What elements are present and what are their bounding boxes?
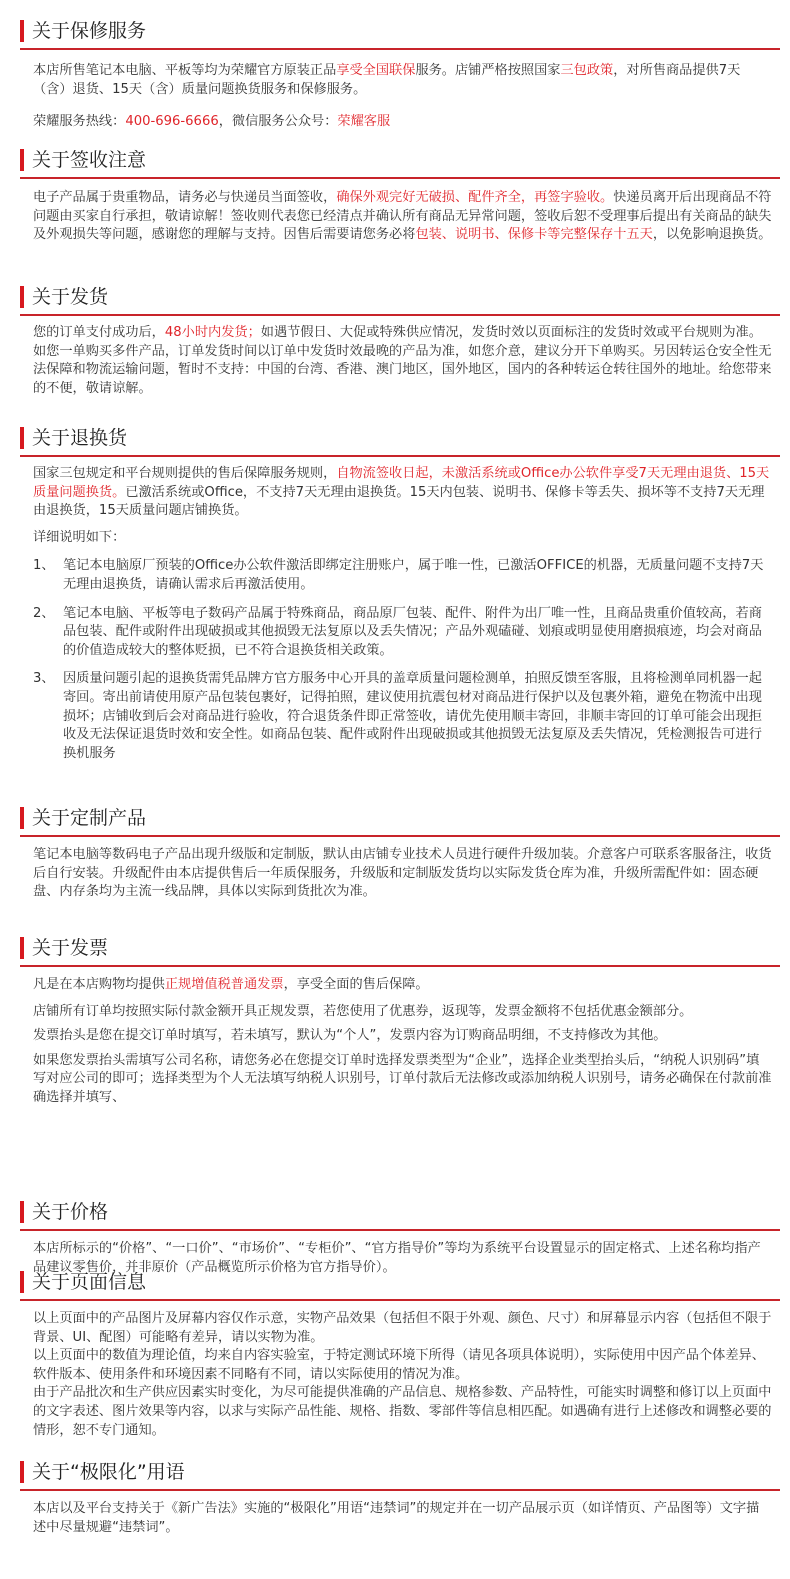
paragraph: 由于产品批次和生产供应因素实时变化，为尽可能提供准确的产品信息、规格参数、产品特性，可能实时调整和修订以上页面中的文字表述、图片效果等内容，以求与实际产品性能、规格、指数、零部件等信息相匹配。如遇确有进行上述修改和调整必要的情形，恕不专门通知。: [33, 1385, 772, 1438]
accent-bar: [20, 807, 24, 829]
text: 如遇节假日、大促或特殊供应情况，发货时效以页面标注的发货时效或平台规则为准。如您一单购买多件产品，订单发货时间以订单中发货时效最晚的产品为准，如您介意，建议分开下单购买。另因转运仓安全性无法保障和物流运输问题，暂时不支持：中国的台湾、香港、澳门地区，国外地区，国内的各种转运仓转往国外的地址。给您带来的不便，敬请谅解。: [33, 325, 772, 396]
divider: [20, 1489, 780, 1491]
text: 国家三包规定和平台规则提供的售后保障服务规则，: [33, 466, 337, 481]
text: 凡是在本店购物均提供: [33, 977, 165, 992]
section-body: [33, 62, 772, 132]
paragraph: 店铺所有订单均按照实际付款金额开具正规发票，若您使用了优惠券，返现等，发票金额将不包括优惠金额部分。: [33, 1003, 693, 1019]
contact-line: [33, 113, 772, 132]
accent-bar: [20, 1201, 24, 1223]
accent-bar: [20, 20, 24, 42]
item-text: 笔记本电脑、平板等电子数码产品属于特殊商品，商品原厂包装、配件、附件为出厂唯一性，且商品贵重价值较高，若商品包装、配件或附件出现破损或其他损毁无法复原以及丢失情况；产品外观磕碰、划痕或明显使用磨损痕迹，均会对商品的价值造成较大的整体贬损，已不符合退换货相关政策。: [63, 605, 762, 658]
divider: [20, 1299, 780, 1301]
wechat-account: 荣耀客服: [337, 114, 391, 130]
accent-bar: [20, 149, 24, 171]
section-warranty: [0, 14, 790, 130]
paragraph: [33, 62, 772, 99]
text: 电子产品属于贵重物品，请务必与快递员当面签收，: [33, 190, 337, 205]
item-number: 2、: [33, 605, 55, 621]
text: ，以免影响退换货。: [652, 227, 772, 243]
item-number: 3、: [33, 671, 55, 687]
highlight-text: 48小时内发货；: [164, 325, 261, 340]
paragraph: 笔记本电脑等数码电子产品出现升级版和定制版，默认由店铺专业技术人员进行硬件升级加装。介意客户可联系客服备注，收货后自行安装。升级配件由本店提供售后一年质保服务，升级版和定制版发货均以实际发货仓库为准，升级所需配件如：固态硬盘、内存条均为主流一线品牌，具体以实际到货批次为准。: [33, 847, 772, 900]
section-body: [33, 846, 772, 902]
divider: [20, 965, 780, 967]
section-body: [33, 1500, 772, 1537]
section-header: [0, 14, 790, 48]
list-item: [33, 670, 772, 763]
paragraph: [33, 465, 772, 521]
paragraph: 发票抬头是您在提交订单时填写，若未填写，默认为“个人”，发票内容为订购商品明细，不支持修改为其他。: [33, 1028, 667, 1044]
item-text: 笔记本电脑原厂预装的Office办公软件激活即绑定注册账户，属于唯一性，已激活OFFICE的机器，无质量问题不支持7天无理由退换货，请确认需求后再激活使用。: [63, 558, 764, 592]
section-title: 关于页面信息: [32, 1271, 147, 1293]
section-body: [33, 976, 772, 1108]
text: 快递员离开后出现商品不符问题由买家自行承担，敬请谅解！签收则代表您已经清点并确认所有商品无异常问题，签收后恕不受理事后提出有关商品的缺失及外观损失等问题，感谢您的理解与支持。因售后需要请您务必将: [33, 190, 772, 243]
paragraph: 本店以及平台支持关于《新广告法》实施的“极限化”用语“违禁词”的规定并在一切产品展示页（如详情页、产品图等）文字描述中尽量规避“违禁词”。: [33, 1501, 760, 1535]
section-signing: [0, 143, 790, 243]
text: ，对所售商品提供7天（含）退货、15天（含）质量问题换货服务和保修服务。: [33, 63, 741, 97]
hotline-label: 荣耀服务热线：: [33, 114, 126, 130]
section-invoice: [0, 931, 790, 1105]
paragraph: [33, 976, 772, 995]
divider: [20, 1229, 780, 1231]
section-title: 关于保修服务: [32, 20, 147, 42]
section-returns: [0, 421, 790, 761]
section-header: [0, 801, 790, 835]
highlight-text: 享受全国联保: [336, 63, 416, 78]
accent-bar: [20, 286, 24, 308]
section-extreme-terms: [0, 1455, 790, 1535]
divider: [20, 177, 780, 179]
section-custom-products: [0, 801, 790, 900]
section-title: 关于退换货: [32, 427, 128, 449]
paragraph: [33, 324, 772, 398]
text: 本店所售笔记本电脑、平板等均为荣耀官方原装正品: [33, 63, 337, 78]
accent-bar: [20, 937, 24, 959]
text: 已激活系统或Office，不支持7天无理由退换货。15天内包装、说明书、保修卡等丢失、损坏等不支持7天无理由退换货，15天质量问题店铺换货。: [33, 484, 765, 519]
paragraph: 以上页面中的数值为理论值，均来自内容实验室，于特定测试环境下所得（请见各项具体说明），实际使用中因产品个体差异、软件版本、使用条件和环境因素不同略有不同，请以实际使用的情况为准。: [33, 1348, 765, 1382]
highlight-text: 自物流签收日起，未激活系统或Office办公软件享受7天无理由退货、15天质量问题换货。: [33, 466, 770, 500]
section-title: 关于定制产品: [32, 807, 147, 829]
text: ，享受全面的售后保障。: [283, 977, 429, 992]
divider: [20, 455, 780, 457]
highlight-text: 正规增值税普通发票: [164, 977, 284, 992]
section-header: [0, 1455, 790, 1489]
section-body: [33, 324, 772, 398]
section-title: 关于签收注意: [32, 149, 147, 171]
paragraph: 以上页面中的产品图片及屏幕内容仅作示意，实物产品效果（包括但不限于外观、颜色、尺寸）和屏幕显示内容（包括但不限于背景、UI、配图）可能略有差异，请以实物为准。: [33, 1311, 772, 1345]
accent-bar: [20, 1271, 24, 1293]
section-header: [0, 280, 790, 314]
detail-label: 详细说明如下：: [33, 529, 126, 545]
section-header: [0, 421, 790, 455]
highlight-text: 三包政策: [560, 63, 614, 78]
section-page-info: [0, 1265, 790, 1438]
text: 您的订单支付成功后，: [33, 325, 165, 340]
divider: [20, 48, 780, 50]
item-number: 1、: [33, 558, 55, 574]
section-header: [0, 143, 790, 177]
highlight-text: 包装、说明书、保修卡等完整保存十五天: [415, 227, 653, 243]
paragraph: 如果您发票抬头需填写公司名称，请您务必在您提交订单时选择发票类型为“企业”，选择企业类型抬头后，“纳税人识别码”填写对应公司的即可；选择类型为个人无法填写纳税人识别号，订单付款后无法修改或添加纳税人识别号，请务必确保在付款前准确选择并填写、: [33, 1052, 772, 1105]
wechat-label: ，微信服务公众号：: [218, 114, 338, 130]
section-header: [0, 1265, 790, 1299]
section-header: [0, 931, 790, 965]
divider: [20, 314, 780, 316]
section-body: [33, 189, 772, 245]
paragraph: [33, 189, 772, 245]
hotline-number: 400-696-6666: [125, 114, 219, 130]
section-header: [0, 1195, 790, 1229]
section-shipping: [0, 280, 790, 396]
list-item: [33, 557, 772, 594]
paragraph: 本店所标示的“价格”、“一口价”、“市场价”、“专柜价”、“官方指导价”等均为系统平台设置显示的固定格式、上述名称均指产品建议零售价，并非原价（产品概览所示价格为官方指导价）。: [33, 1241, 761, 1275]
section-price: [0, 1195, 790, 1275]
section-title: 关于价格: [32, 1201, 109, 1223]
highlight-text: 确保外观完好无破损、配件齐全，再签字验收。: [336, 190, 614, 205]
section-title: 关于“极限化”用语: [32, 1461, 185, 1483]
section-body: [33, 465, 772, 763]
section-body: [33, 1310, 772, 1440]
text: 服务。店铺严格按照国家: [415, 63, 561, 78]
divider: [20, 835, 780, 837]
list-item: [33, 605, 772, 661]
section-title: 关于发票: [32, 937, 109, 959]
section-title: 关于发货: [32, 286, 109, 308]
accent-bar: [20, 427, 24, 449]
accent-bar: [20, 1461, 24, 1483]
item-text: 因质量问题引起的退换货需凭品牌方官方服务中心开具的盖章质量问题检测单，拍照反馈至客服，且将检测单同机器一起寄回。寄出前请使用原产品包装包裹好，记得拍照，建议使用抗震包材对商品进行保护以及包裹外箱，避免在物流中出现损坏；店铺收到后会对商品进行验收，符合退货条件即正常签收，请优先使用顺丰寄回，非顺丰寄回的订单可能会出现拒收及无法保证退货时效和安全性。如商品包装、配件或附件出现破损或其他损毁无法复原及丢失情况，凭检测报告可进行换机服务: [63, 671, 762, 761]
